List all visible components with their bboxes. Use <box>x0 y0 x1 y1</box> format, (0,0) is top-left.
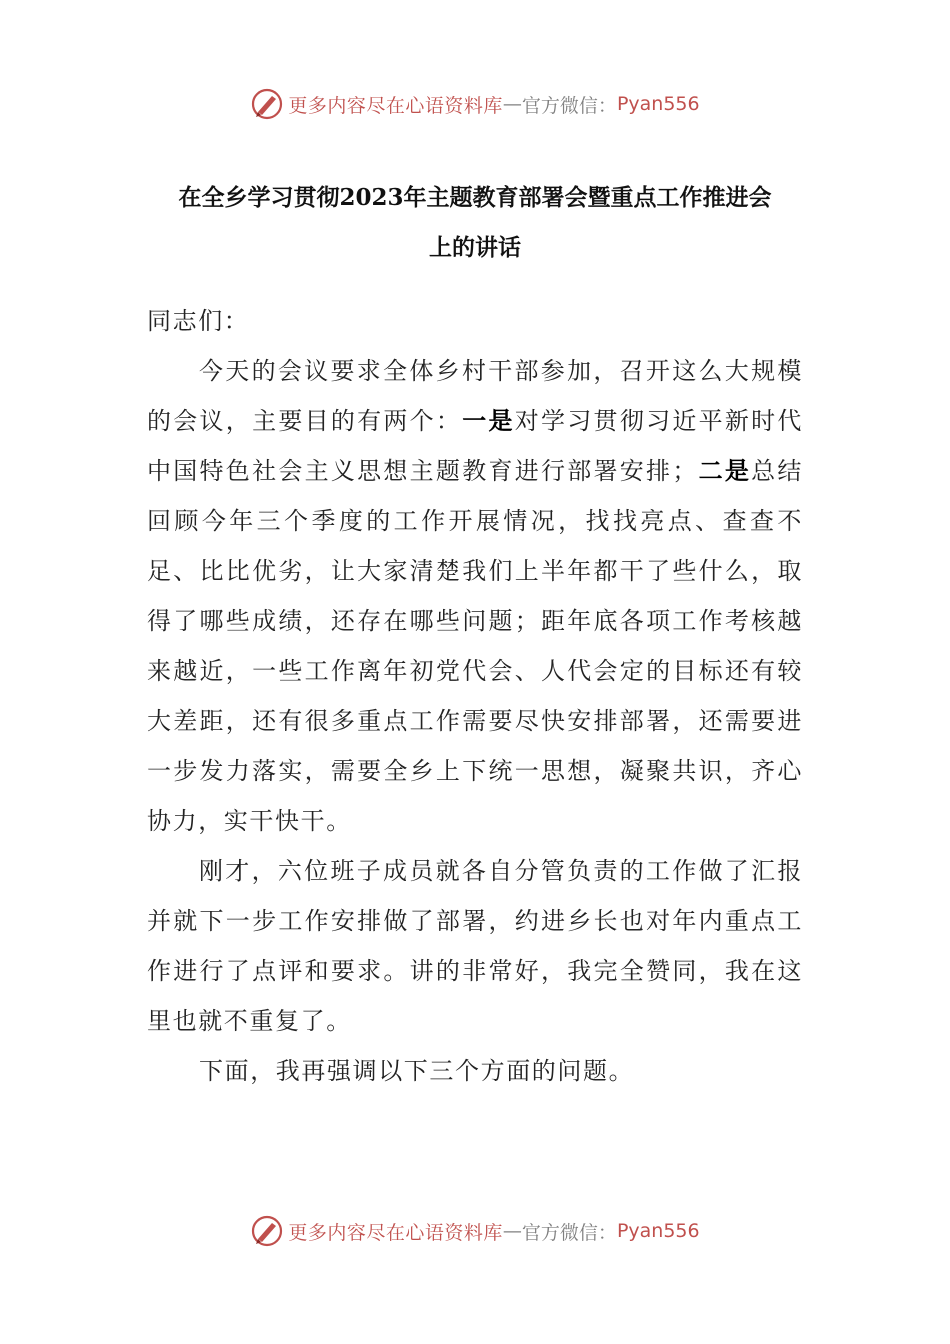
p1-second-point: 总结回顾今年三个季度的工作开展情况，找找亮点、查查不足、比比优劣，让大家清楚我们上半年都干了些什么，取得了哪些成绩，还存在哪些问题；距年底各项工作考核越来越近，一些工作离年初党代会、人代会定的目标还有较大差距，还有很多重点工作需要尽快安排部署，还需要进一步发力落实，需要全乡上下统一思想，凝聚共识，齐心协力，实干快干。 <box>147 457 803 835</box>
title-line-1: 在全乡学习贯彻2023年主题教育部署会暨重点工作推进会 <box>178 184 772 211</box>
greeting: 同志们： <box>147 307 250 335</box>
banner-wechat-label: 官方微信： <box>521 94 617 117</box>
paragraph-3: 下面，我再强调以下三个方面的问题。 <box>199 1057 635 1085</box>
banner-dash: — <box>502 93 522 115</box>
pen-logo-icon <box>250 87 284 121</box>
banner-wechat-label: 官方微信： <box>521 1221 617 1244</box>
banner-main-text: 更多内容尽在心语资料库 <box>288 1221 503 1244</box>
document-title <box>140 173 810 273</box>
banner-main-text: 更多内容尽在心语资料库 <box>288 94 503 117</box>
banner-dash: — <box>502 1220 522 1242</box>
title-line-2: 上的讲话 <box>429 234 521 261</box>
p1-intro: 今天的会议要求全体乡村干部参加，召开这么大规模的会议，主要目的有两个： <box>147 357 803 435</box>
document-body <box>147 296 803 1096</box>
paragraph-1 <box>147 346 803 846</box>
paragraph-2: 刚才，六位班子成员就各自分管负责的工作做了汇报并就下一步工作安排做了部署，约进乡长也对年内重点工作进行了点评和要求。讲的非常好，我完全赞同，我在这里也就不重复了。 <box>147 857 803 1035</box>
banner-wechat-id: Pyan556 <box>616 1220 700 1242</box>
footer-watermark-banner <box>0 1211 950 1251</box>
p1-label-first: 一是 <box>462 406 515 435</box>
header-watermark-banner <box>0 84 950 124</box>
p1-label-second: 二是 <box>697 456 752 485</box>
banner-wechat-id: Pyan556 <box>616 93 700 115</box>
pen-logo-icon <box>250 1214 284 1248</box>
p1-first-point: 对学习贯彻习近平新时代中国特色社会主义思想主题教育进行部署安排； <box>147 407 804 485</box>
